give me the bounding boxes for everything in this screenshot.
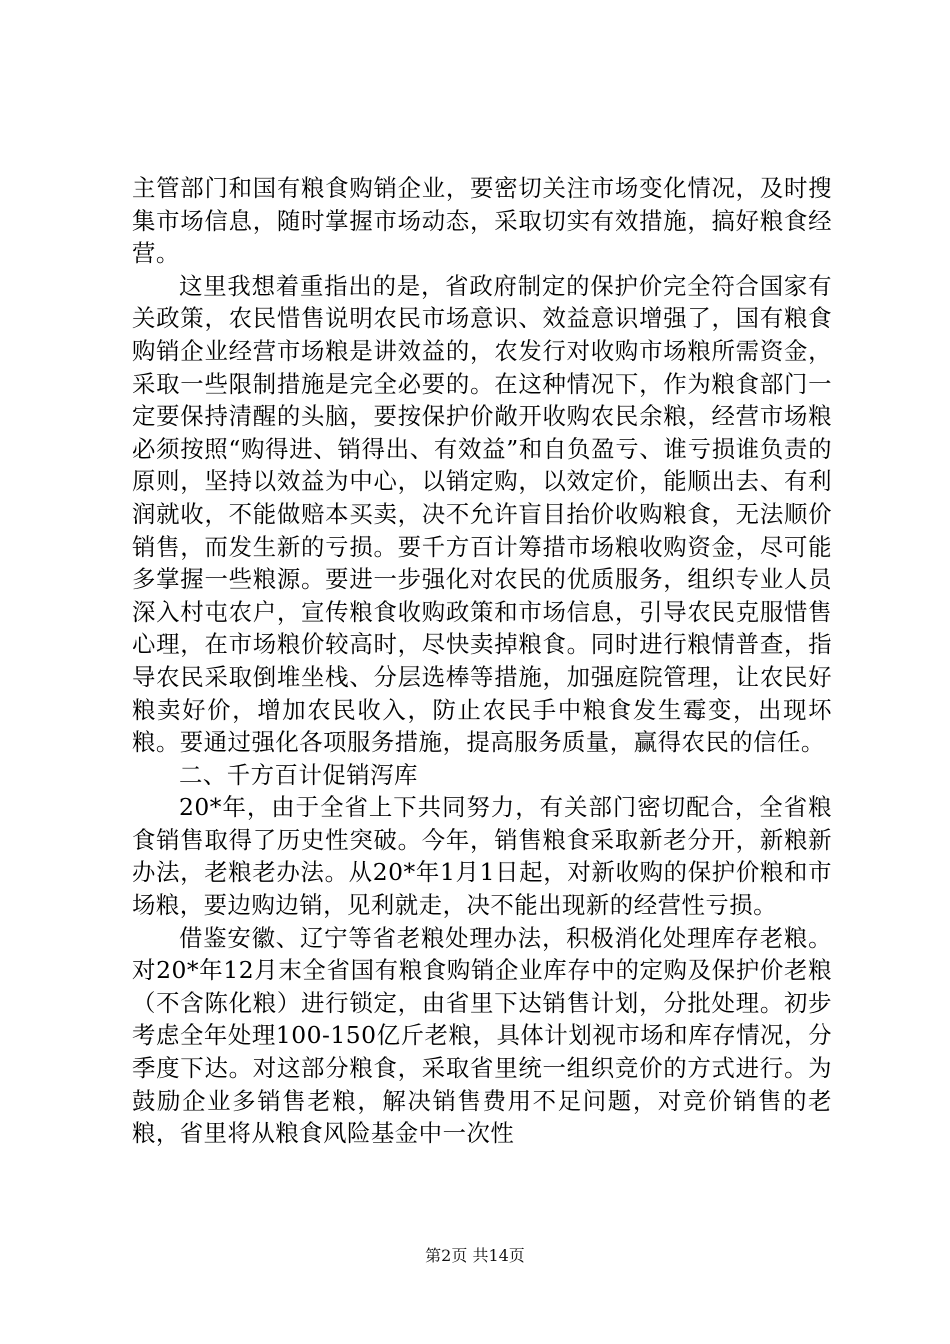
document-body [132, 172, 832, 1150]
paragraph-policy: 这里我想着重指出的是，省政府制定的保护价完全符合国家有关政策，农民惜售说明农民市场意识、效益意识增强了，国有粮食购销企业经营市场粮是讲效益的，农发行对收购市场粮所需资金，采取一些限制措施是完全必要的。在这种情况下，作为粮食部门一定要保持清醒的头脑，要按保护价敞开收购农民余粮，经营市场粮必须按照“购得进、销得出、有效益”和自负盈亏、谁亏损谁负责的原则，坚持以效益为中心，以销定购，以效定价，能顺出去、有利润就收，不能做赔本买卖，决不允许盲目抬价收购粮食，无法顺价销售，而发生新的亏损。要千方百计筹措市场粮收购资金，尽可能多掌握一些粮源。要进一步强化对农民的优质服务，组织专业人员深入村屯农户，宣传粮食收购政策和市场信息，引导农民克服惜售心理，在市场粮价较高时，尽快卖掉粮食。同时进行粮情普查，指导农民采取倒堆坐栈、分层选棒等措施，加强庭院管理，让农民好粮卖好价，增加农民收入，防止农民手中粮食发生霉变，出现坏粮。要通过强化各项服务措施，提高服务质量，赢得农民的信任。 [132, 271, 832, 757]
paragraph-continuation: 主管部门和国有粮食购销企业，要密切关注市场变化情况，及时搜集市场信息，随时掌握市场动态，采取切实有效措施，搞好粮食经营。 [132, 174, 832, 268]
paragraph-sales: 20*年，由于全省上下共同努力，有关部门密切配合，全省粮食销售取得了历史性突破。今年，销售粮食采取新老分开，新粮新办法，老粮老办法。从20*年1月1日起，对新收购的保护价粮和市场粮，要边购边销，见利就走，决不能出现新的经营性亏损。 [132, 793, 832, 920]
page-number: 第2页 共14页 [425, 1246, 525, 1265]
section-heading: 二、千方百计促销泻库 [179, 760, 418, 789]
paragraph-old-grain: 借鉴安徽、辽宁等省老粮处理办法，积极消化处理库存老粮。对20*年12月末全省国有粮食购销企业库存中的定购及保护价老粮（不含陈化粮）进行锁定，由省里下达销售计划，分批处理。初步考虑全年处理100-150亿斤老粮，具体计划视市场和库存情况，分季度下达。对这部分粮食，采取省里统一组织竞价的方式进行。为鼓励企业多销售老粮，解决销售费用不足问题，对竞价销售的老粮，省里将从粮食风险基金中一次性 [132, 923, 832, 1148]
